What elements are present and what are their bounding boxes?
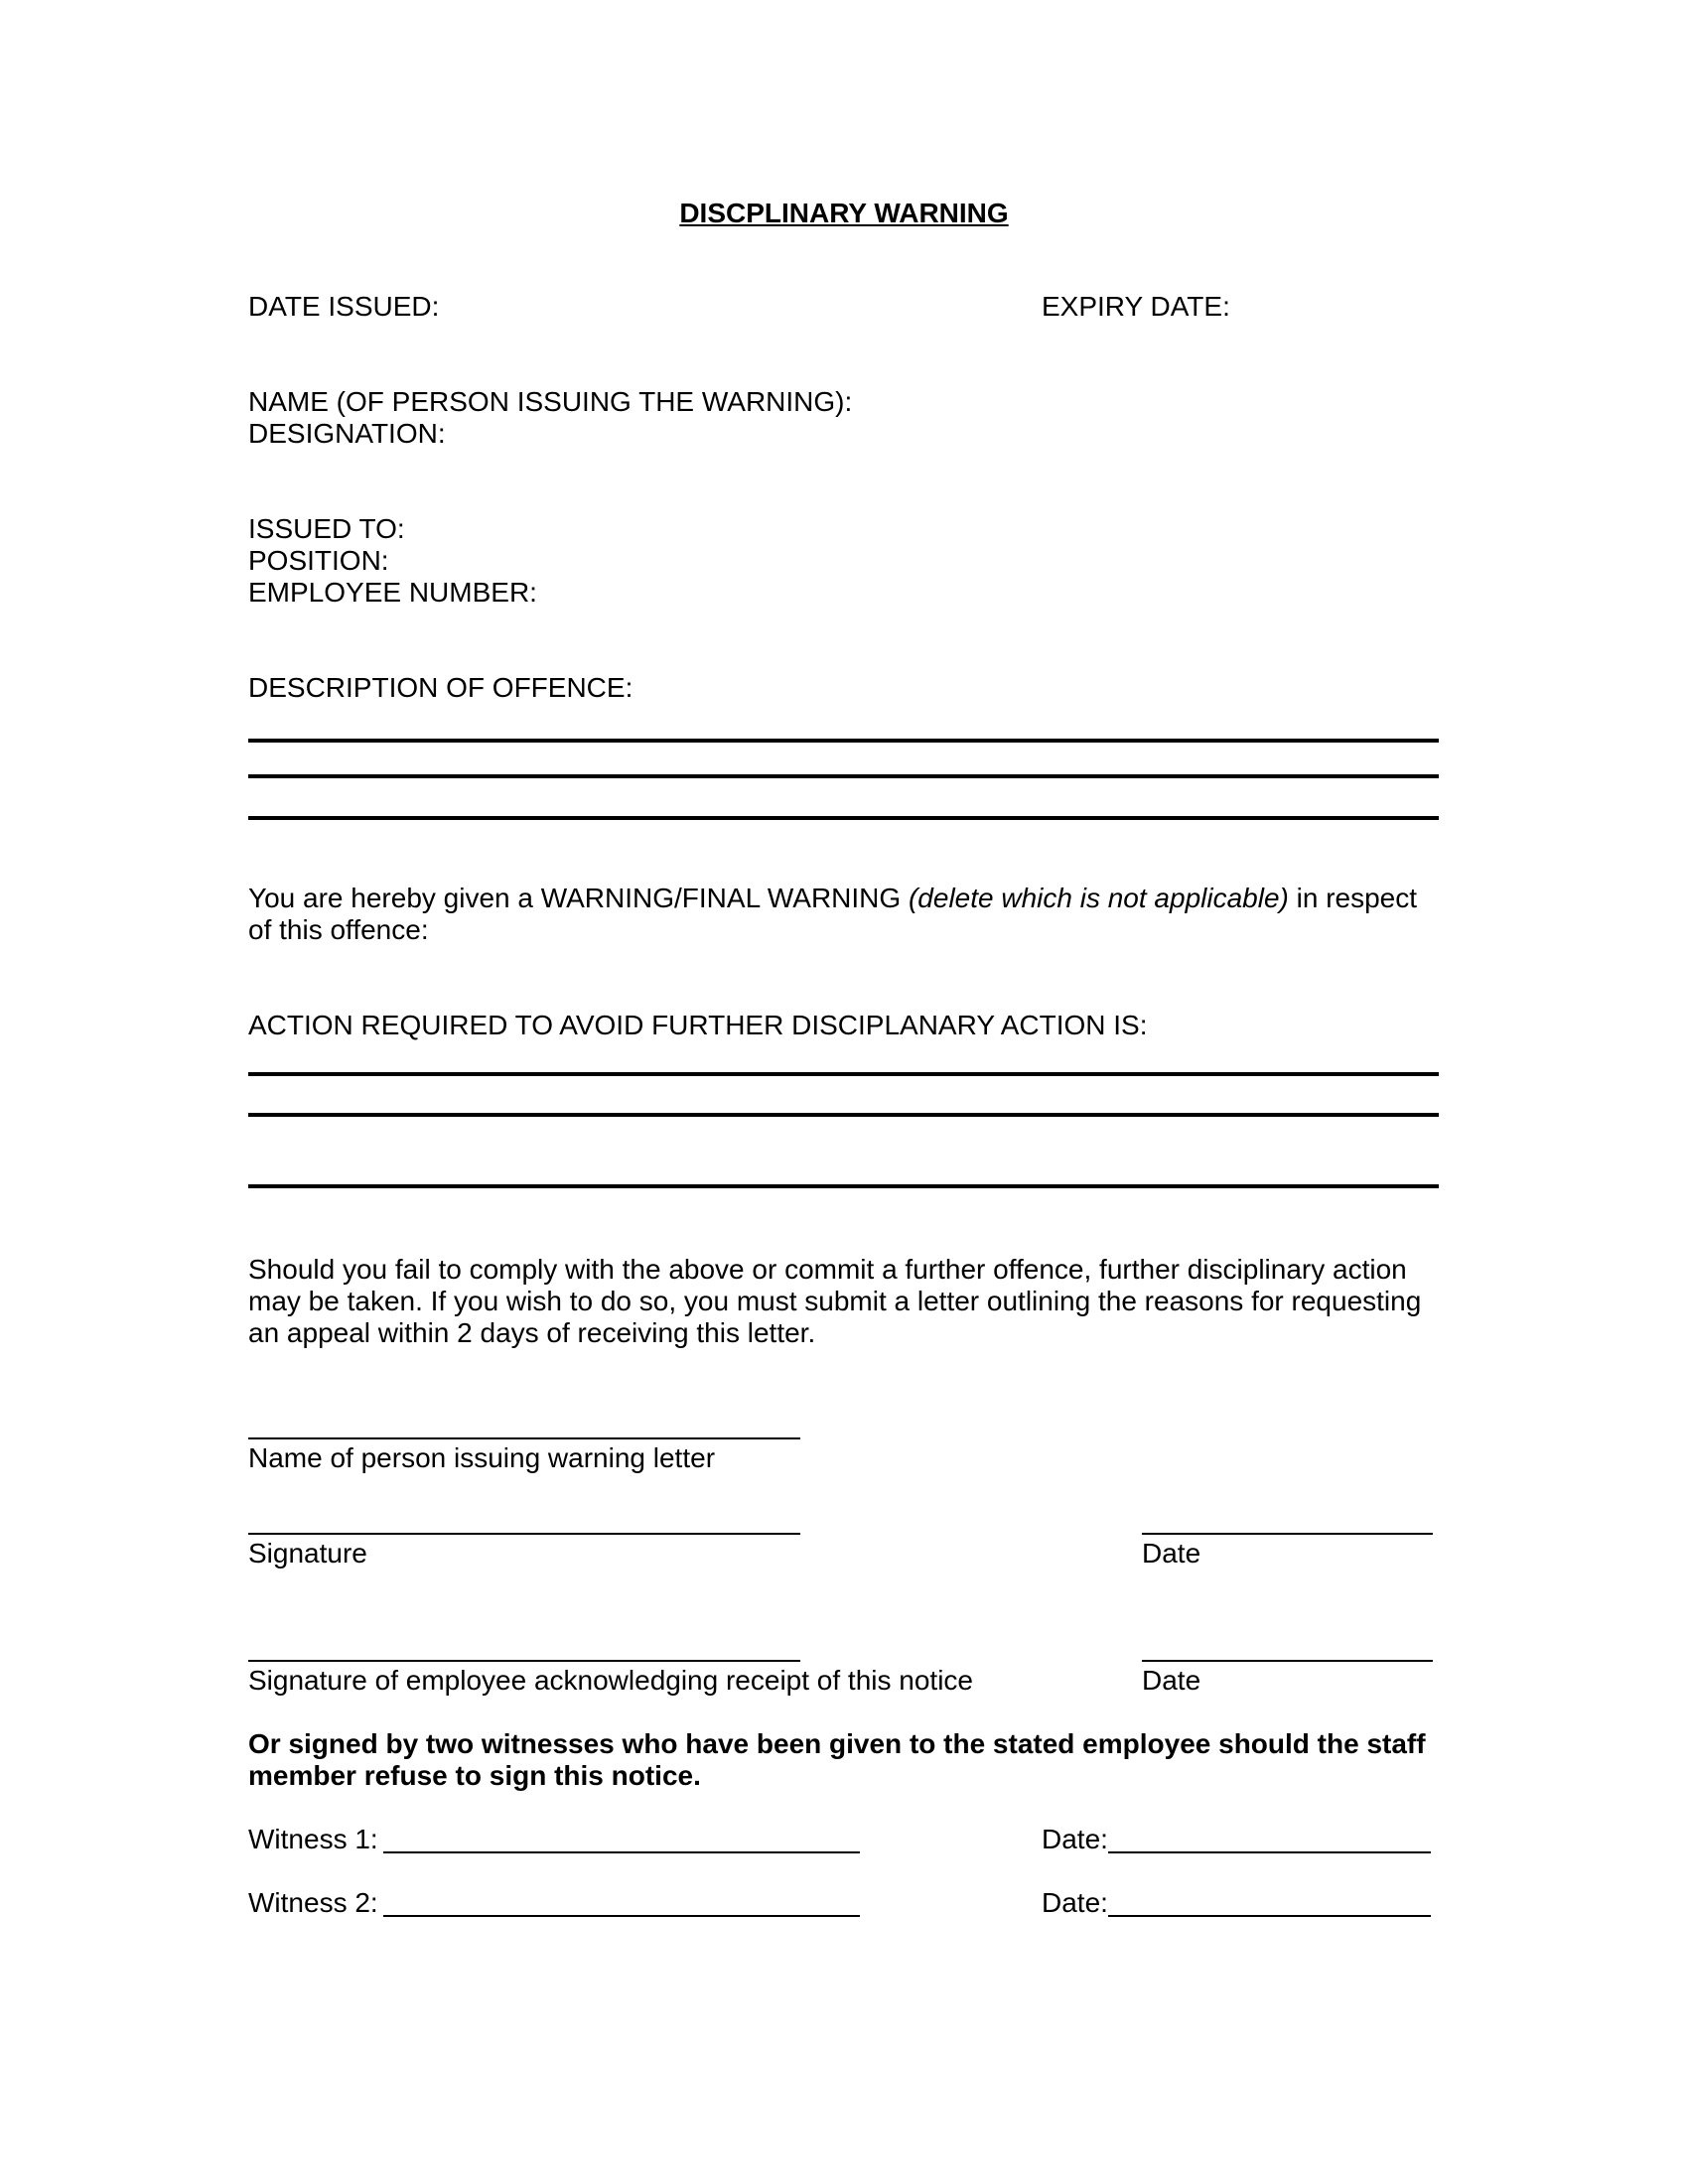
witness-2-line[interactable] [383, 1915, 860, 1917]
witness-2-date-line[interactable] [1108, 1915, 1431, 1917]
employee-signature-line[interactable] [248, 1660, 800, 1662]
employee-date-line[interactable] [1142, 1660, 1433, 1662]
position-label: POSITION: [248, 545, 389, 576]
signature-caption: Signature [248, 1538, 367, 1569]
warning-text-before: You are hereby given a WARNING/FINAL WARNING [248, 883, 909, 913]
offence-line-3[interactable] [248, 816, 1439, 820]
warning-statement [248, 883, 1440, 946]
offence-line-2[interactable] [248, 774, 1439, 778]
action-line-1[interactable] [248, 1072, 1439, 1076]
expiry-date-label: EXPIRY DATE: [1042, 291, 1230, 322]
issuer-name-line[interactable] [248, 1437, 800, 1439]
signature-date-line[interactable] [1142, 1533, 1433, 1535]
appeal-paragraph: Should you fail to comply with the above or commit a further offence, further disciplinary action may be taken. If you wish to do so, you must submit a letter outlining the reasons for requesting an appeal within 2 days of receiving this letter. [248, 1254, 1422, 1348]
designation-label: DESIGNATION: [248, 418, 446, 449]
witness-2-label: Witness 2: [248, 1887, 378, 1918]
signature-date-caption: Date [1142, 1538, 1201, 1569]
issued-to-label: ISSUED TO: [248, 513, 405, 544]
employee-ack-caption: Signature of employee acknowledging receipt of this notice [248, 1665, 973, 1696]
witness-1-line[interactable] [383, 1851, 860, 1853]
action-line-3[interactable] [248, 1184, 1439, 1188]
offence-line-1[interactable] [248, 739, 1439, 743]
offence-description-label: DESCRIPTION OF OFFENCE: [248, 672, 633, 703]
document-title: DISCPLINARY WARNING [679, 198, 1009, 228]
employee-number-label: EMPLOYEE NUMBER: [248, 577, 537, 608]
witness-1-date-label: Date: [1042, 1824, 1108, 1854]
warning-text-after: in respect of this offence: [248, 883, 1418, 945]
witness-1-label: Witness 1: [248, 1824, 378, 1854]
issuer-name-caption: Name of person issuing warning letter [248, 1442, 716, 1473]
date-issued-label: DATE ISSUED: [248, 291, 440, 322]
action-required-label: ACTION REQUIRED TO AVOID FURTHER DISCIPLANARY ACTION IS: [248, 1010, 1148, 1040]
employee-date-caption: Date [1142, 1665, 1201, 1696]
witness-note: Or signed by two witnesses who have been given to the stated employee should the staff member refuse to sign this notice. [248, 1728, 1426, 1791]
signature-line[interactable] [248, 1533, 800, 1535]
warning-text-italic: (delete which is not applicable) [908, 883, 1289, 913]
witness-2-date-label: Date: [1042, 1887, 1108, 1918]
action-line-2[interactable] [248, 1113, 1439, 1117]
witness-1-date-line[interactable] [1108, 1851, 1431, 1853]
issuer-name-label: NAME (OF PERSON ISSUING THE WARNING): [248, 386, 853, 417]
